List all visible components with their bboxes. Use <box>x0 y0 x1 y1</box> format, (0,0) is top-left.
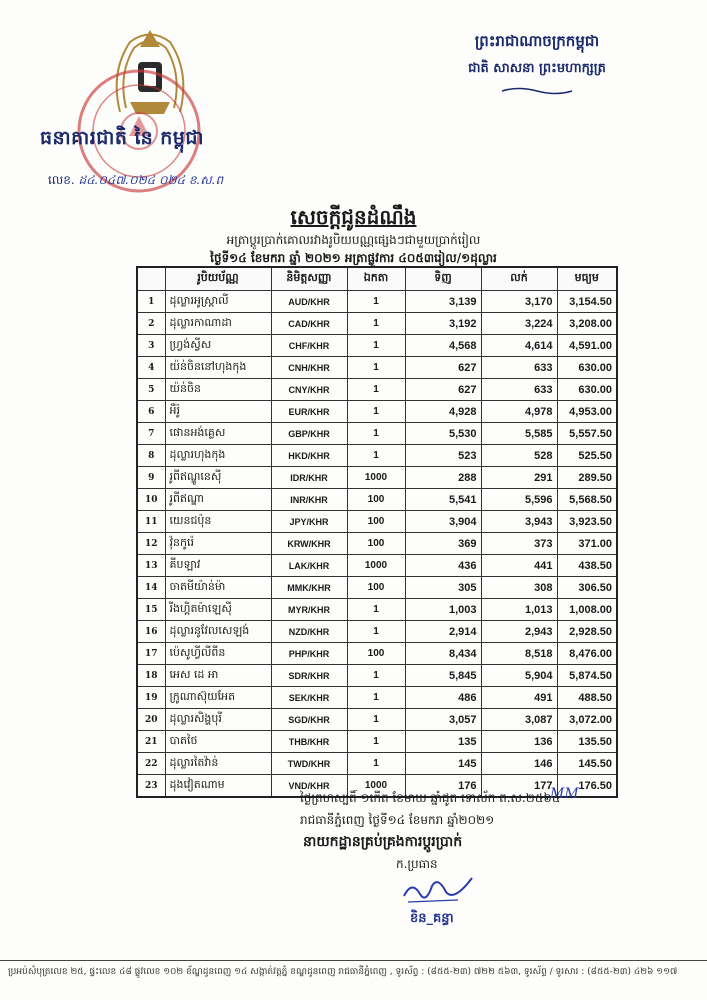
average-rate: 145.50 <box>557 753 617 775</box>
buy-rate: 523 <box>405 445 481 467</box>
table-row <box>137 621 617 643</box>
row-number: 11 <box>137 511 165 533</box>
table-row <box>137 533 617 555</box>
average-rate: 3,923.50 <box>557 511 617 533</box>
unit-value: 1 <box>347 665 405 687</box>
unit-value: 100 <box>347 643 405 665</box>
currency-symbol: SEK/KHR <box>271 687 347 709</box>
sell-rate: 3,170 <box>481 291 557 313</box>
buy-rate: 145 <box>405 753 481 775</box>
signature-mark <box>398 872 478 908</box>
row-number: 2 <box>137 313 165 335</box>
row-number: 21 <box>137 731 165 753</box>
signer-department: នាយកដ្ឋានគ្រប់គ្រងការប្តូរប្រាក់ <box>303 834 463 850</box>
buy-rate: 1,003 <box>405 599 481 621</box>
currency-name: បាតថៃ <box>165 731 271 753</box>
table-row <box>137 291 617 313</box>
buy-rate: 627 <box>405 379 481 401</box>
currency-symbol: SDR/KHR <box>271 665 347 687</box>
currency-name: យ៉ន់ចិននៅហុងកុង <box>165 357 271 379</box>
average-rate: 135.50 <box>557 731 617 753</box>
handwritten-initials: MM <box>550 786 579 802</box>
buy-rate: 2,914 <box>405 621 481 643</box>
table-row <box>137 555 617 577</box>
average-rate: 3,072.00 <box>557 709 617 731</box>
buy-rate: 5,845 <box>405 665 481 687</box>
currency-name: ហ្វ្រង់ស្វីស <box>165 335 271 357</box>
sell-rate: 146 <box>481 753 557 775</box>
currency-name: ដុល្លារអូស្ត្រាលី <box>165 291 271 313</box>
footer-divider <box>0 960 707 961</box>
currency-name: អេស ដេ អា <box>165 665 271 687</box>
ornament-divider-icon <box>500 86 574 96</box>
reference-number <box>48 172 223 190</box>
lunar-date: ថ្ងៃព្រហស្បតិ៍ ១កើត ខែមាឃ ឆ្នាំជូត ទោស័ក ព.ស.២៥៦៤ <box>300 791 561 805</box>
average-rate: 3,154.50 <box>557 291 617 313</box>
table-row <box>137 511 617 533</box>
buy-rate: 3,192 <box>405 313 481 335</box>
average-rate: 4,591.00 <box>557 335 617 357</box>
row-number: 7 <box>137 423 165 445</box>
sell-rate: 3,224 <box>481 313 557 335</box>
sell-rate: 528 <box>481 445 557 467</box>
header-buy: ទិញ <box>405 267 481 291</box>
sell-rate: 4,614 <box>481 335 557 357</box>
table-row <box>137 445 617 467</box>
sell-rate: 291 <box>481 467 557 489</box>
row-number: 17 <box>137 643 165 665</box>
currency-symbol: VND/KHR <box>271 775 347 798</box>
signer-name: ខិន_គន្ធា <box>410 911 454 926</box>
currency-symbol: THB/KHR <box>271 731 347 753</box>
currency-name: យ៉ន់ចិន <box>165 379 271 401</box>
currency-symbol: CNY/KHR <box>271 379 347 401</box>
document-title: សេចក្តីជូនដំណឹង <box>290 205 417 229</box>
buy-rate: 369 <box>405 533 481 555</box>
sell-rate: 3,943 <box>481 511 557 533</box>
buy-rate: 8,434 <box>405 643 481 665</box>
row-number: 6 <box>137 401 165 423</box>
currency-name: ដុល្លារហុងកុង <box>165 445 271 467</box>
currency-symbol: GBP/KHR <box>271 423 347 445</box>
average-rate: 2,928.50 <box>557 621 617 643</box>
average-rate: 176.50 <box>557 775 617 798</box>
currency-symbol: MYR/KHR <box>271 599 347 621</box>
currency-name: វ៉ុនកូរ៉េ <box>165 533 271 555</box>
currency-symbol: NZD/KHR <box>271 621 347 643</box>
currency-name: ប៉េសូហ្វីលីពីន <box>165 643 271 665</box>
table-row <box>137 599 617 621</box>
national-motto: ជាតិ សាសនា ព្រះមហាក្សត្រ <box>468 61 606 76</box>
unit-value: 1 <box>347 731 405 753</box>
document-date-line: ថ្ងៃទី១៤ ខែមករា ឆ្នាំ ២០២១ អត្រាផ្លូវការ ៤០៥៣រៀល/១ដុល្លារ <box>210 251 497 265</box>
unit-value: 1 <box>347 335 405 357</box>
currency-symbol: SGD/KHR <box>271 709 347 731</box>
currency-symbol: MMK/KHR <box>271 577 347 599</box>
table-row <box>137 467 617 489</box>
unit-value: 1 <box>347 621 405 643</box>
table-row <box>137 357 617 379</box>
currency-name: ផោនអង់គ្លេស <box>165 423 271 445</box>
sell-rate: 4,978 <box>481 401 557 423</box>
currency-name: រូពីឥណ្ឌូនេស៊ី <box>165 467 271 489</box>
average-rate: 5,568.50 <box>557 489 617 511</box>
currency-symbol: EUR/KHR <box>271 401 347 423</box>
buy-rate: 627 <box>405 357 481 379</box>
average-rate: 525.50 <box>557 445 617 467</box>
sell-rate: 633 <box>481 379 557 401</box>
header-symbol: និមិត្តសញ្ញា <box>271 267 347 291</box>
unit-value: 1 <box>347 709 405 731</box>
average-rate: 438.50 <box>557 555 617 577</box>
buy-rate: 3,139 <box>405 291 481 313</box>
sell-rate: 5,596 <box>481 489 557 511</box>
currency-name: ក្រូណាស៊ុយអែត <box>165 687 271 709</box>
reference-prefix: លេខ. <box>48 173 75 187</box>
average-rate: 630.00 <box>557 357 617 379</box>
average-rate: 306.50 <box>557 577 617 599</box>
table-header-row <box>137 267 617 291</box>
sell-rate: 441 <box>481 555 557 577</box>
sell-rate: 491 <box>481 687 557 709</box>
buy-rate: 4,568 <box>405 335 481 357</box>
currency-name: យេនជប៉ុន <box>165 511 271 533</box>
buy-rate: 436 <box>405 555 481 577</box>
row-number: 14 <box>137 577 165 599</box>
row-number: 19 <box>137 687 165 709</box>
currency-symbol: PHP/KHR <box>271 643 347 665</box>
row-number: 10 <box>137 489 165 511</box>
sell-rate: 633 <box>481 357 557 379</box>
table-row <box>137 687 617 709</box>
sell-rate: 177 <box>481 775 557 798</box>
place-and-date: រាជធានីភ្នំពេញ ថ្ងៃទី១៤ ខែមករា ឆ្នាំ២០២១ <box>300 813 495 827</box>
currency-name: គីបឡាវ <box>165 555 271 577</box>
buy-rate: 135 <box>405 731 481 753</box>
institution-name: ធនាគារជាតិ នៃ កម្ពុជា <box>40 127 204 149</box>
unit-value: 1000 <box>347 467 405 489</box>
sell-rate: 2,943 <box>481 621 557 643</box>
currency-name: រីងហ្គិតម៉ាឡេស៊ី <box>165 599 271 621</box>
unit-value: 1 <box>347 401 405 423</box>
average-rate: 4,953.00 <box>557 401 617 423</box>
currency-symbol: LAK/KHR <box>271 555 347 577</box>
unit-value: 1 <box>347 379 405 401</box>
row-number: 23 <box>137 775 165 798</box>
unit-value: 100 <box>347 577 405 599</box>
buy-rate: 3,904 <box>405 511 481 533</box>
buy-rate: 5,530 <box>405 423 481 445</box>
currency-symbol: HKD/KHR <box>271 445 347 467</box>
average-rate: 488.50 <box>557 687 617 709</box>
sell-rate: 3,087 <box>481 709 557 731</box>
currency-symbol: CAD/KHR <box>271 313 347 335</box>
currency-name: ដុងវៀតណាម <box>165 775 271 798</box>
table-row <box>137 313 617 335</box>
row-number: 4 <box>137 357 165 379</box>
header-sell: លក់ <box>481 267 557 291</box>
buy-rate: 176 <box>405 775 481 798</box>
row-number: 8 <box>137 445 165 467</box>
chief-label: ក.ប្រធាន <box>396 857 438 871</box>
average-rate: 371.00 <box>557 533 617 555</box>
currency-name: អឺរ៉ូ <box>165 401 271 423</box>
currency-name: ដុល្លារសិង្ហបុរី <box>165 709 271 731</box>
kingdom-heading: ព្រះរាជាណាចក្រកម្ពុជា <box>474 32 600 50</box>
currency-name: ដុល្លារនូវែលសេឡង់ <box>165 621 271 643</box>
currency-symbol: CHF/KHR <box>271 335 347 357</box>
row-number: 16 <box>137 621 165 643</box>
sell-rate: 136 <box>481 731 557 753</box>
unit-value: 100 <box>347 489 405 511</box>
unit-value: 1 <box>347 291 405 313</box>
currency-symbol: IDR/KHR <box>271 467 347 489</box>
buy-rate: 288 <box>405 467 481 489</box>
currency-symbol: AUD/KHR <box>271 291 347 313</box>
currency-symbol: CNH/KHR <box>271 357 347 379</box>
table-row <box>137 423 617 445</box>
table-row <box>137 665 617 687</box>
currency-symbol: INR/KHR <box>271 489 347 511</box>
row-number: 18 <box>137 665 165 687</box>
row-number: 20 <box>137 709 165 731</box>
average-rate: 5,557.50 <box>557 423 617 445</box>
row-number: 5 <box>137 379 165 401</box>
footer-address: ប្រអប់សំបុត្រលេខ ២៥, ផ្ទះលេខ ៤៨ ផ្លូវលេខ ១០២ ខ័ណ្ឌដូនពេញ ១៤ សង្កាត់វត្តភ្នំ ខណ្ឌដូនពេញ រាជធានីភ្នំពេញ , ទូរស័ព្ទ : (៨៥៥-២៣) ៧២២ ៥៦៣, ទូរស័ព្ទ / ទូរសារ : (៨៥៥-២៣) ៤២៦ ១១៧ <box>8 967 678 977</box>
unit-value: 1 <box>347 357 405 379</box>
currency-name: ដុល្លារតៃវ៉ាន់ <box>165 753 271 775</box>
unit-value: 1 <box>347 313 405 335</box>
table-row <box>137 401 617 423</box>
currency-name: ចាតមីយ៉ាន់ម៉ា <box>165 577 271 599</box>
unit-value: 1 <box>347 753 405 775</box>
header-currency: រូបិយប័ណ្ណ <box>165 267 271 291</box>
unit-value: 100 <box>347 511 405 533</box>
average-rate: 5,874.50 <box>557 665 617 687</box>
average-rate: 8,476.00 <box>557 643 617 665</box>
table-row <box>137 709 617 731</box>
document-subtitle: អត្រាប្តូរប្រាក់គោលរវាងរូបិយបណ្ណផ្សេងៗជាមួយប្រាក់រៀល <box>226 233 481 247</box>
currency-symbol: TWD/KHR <box>271 753 347 775</box>
sell-rate: 5,904 <box>481 665 557 687</box>
row-number: 22 <box>137 753 165 775</box>
buy-rate: 3,057 <box>405 709 481 731</box>
unit-value: 1000 <box>347 775 405 798</box>
currency-symbol: KRW/KHR <box>271 533 347 555</box>
sell-rate: 5,585 <box>481 423 557 445</box>
table-row <box>137 731 617 753</box>
table-row <box>137 489 617 511</box>
unit-value: 1000 <box>347 555 405 577</box>
header-number <box>137 267 165 291</box>
buy-rate: 486 <box>405 687 481 709</box>
header-average: មធ្យម <box>557 267 617 291</box>
sell-rate: 373 <box>481 533 557 555</box>
unit-value: 1 <box>347 687 405 709</box>
currency-name: រូពីឥណ្ឌា <box>165 489 271 511</box>
row-number: 3 <box>137 335 165 357</box>
unit-value: 1 <box>347 423 405 445</box>
table-row <box>137 335 617 357</box>
unit-value: 100 <box>347 533 405 555</box>
sell-rate: 308 <box>481 577 557 599</box>
buy-rate: 5,541 <box>405 489 481 511</box>
header-unit: ឯកតា <box>347 267 405 291</box>
unit-value: 1 <box>347 599 405 621</box>
exchange-rate-table <box>136 266 618 798</box>
row-number: 9 <box>137 467 165 489</box>
table-row <box>137 643 617 665</box>
table-row <box>137 753 617 775</box>
table-row <box>137 379 617 401</box>
currency-name: ដុល្លារកាណាដា <box>165 313 271 335</box>
sell-rate: 8,518 <box>481 643 557 665</box>
average-rate: 3,208.00 <box>557 313 617 335</box>
table-row <box>137 577 617 599</box>
sell-rate: 1,013 <box>481 599 557 621</box>
buy-rate: 305 <box>405 577 481 599</box>
reference-handwritten: ដ៤.០៤៧.០២៤ ០២៤ ខ.ស.ព <box>78 173 224 187</box>
buy-rate: 4,928 <box>405 401 481 423</box>
average-rate: 289.50 <box>557 467 617 489</box>
average-rate: 630.00 <box>557 379 617 401</box>
currency-symbol: JPY/KHR <box>271 511 347 533</box>
row-number: 1 <box>137 291 165 313</box>
row-number: 13 <box>137 555 165 577</box>
row-number: 15 <box>137 599 165 621</box>
row-number: 12 <box>137 533 165 555</box>
average-rate: 1,008.00 <box>557 599 617 621</box>
unit-value: 1 <box>347 445 405 467</box>
